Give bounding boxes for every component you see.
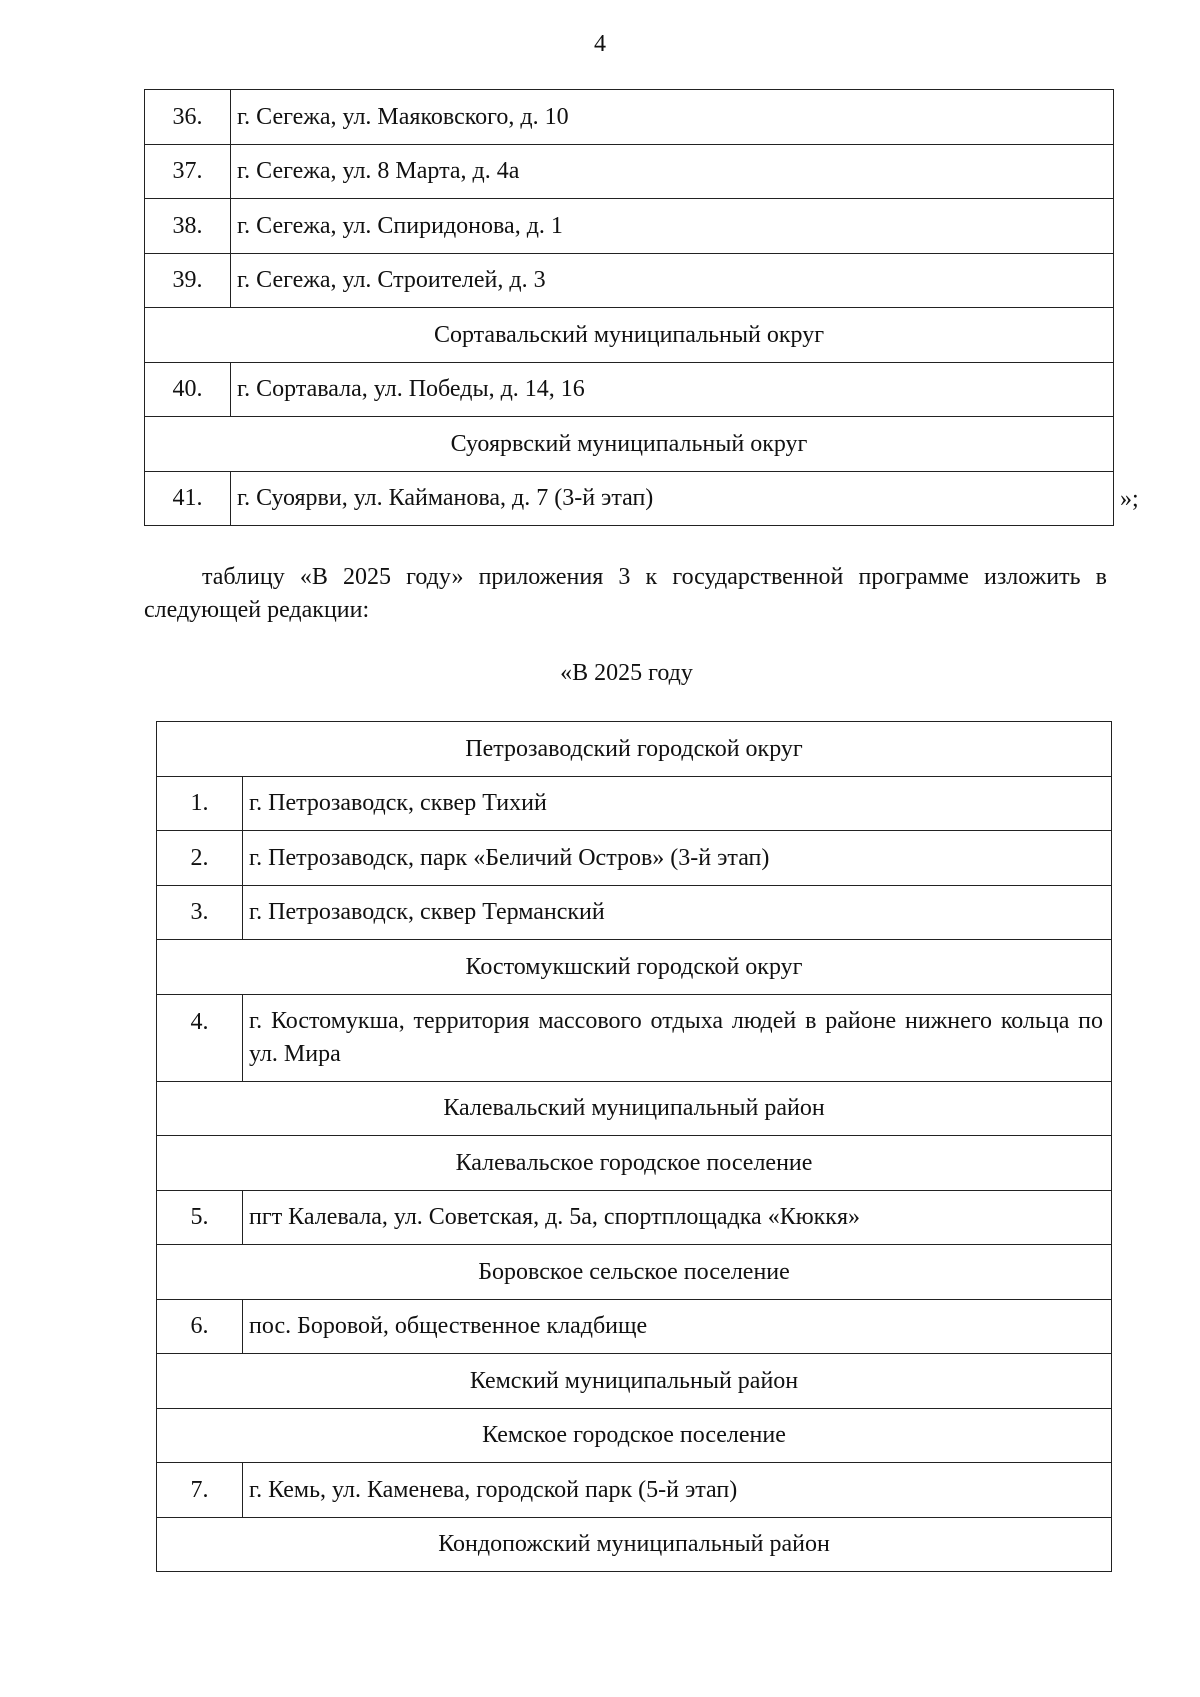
section-row bbox=[157, 940, 1112, 995]
row-address: г. Сегежа, ул. Маяковского, д. 10 bbox=[231, 90, 1114, 145]
row-number: 41. bbox=[145, 471, 231, 526]
section-heading: Суоярвский муниципальный округ bbox=[145, 417, 1114, 472]
row-address: г. Костомукша, территория массового отдыха людей в районе нижнего кольца по ул. Мира bbox=[243, 994, 1112, 1081]
row-number: 40. bbox=[145, 362, 231, 417]
table-row bbox=[157, 885, 1112, 940]
row-address: г. Сегежа, ул. Строителей, д. 3 bbox=[231, 253, 1114, 308]
table-row bbox=[145, 362, 1114, 417]
row-address: г. Петрозаводск, парк «Беличий Остров» (3-й этап) bbox=[243, 831, 1112, 886]
table-row bbox=[145, 471, 1114, 526]
section-heading: Петрозаводский городской округ bbox=[157, 722, 1112, 777]
table-heading: «В 2025 году bbox=[560, 660, 693, 686]
row-address: г. Кемь, ул. Каменева, городской парк (5-й этап) bbox=[243, 1463, 1112, 1518]
closing-quote-mark: »; bbox=[1120, 486, 1139, 512]
section-row bbox=[157, 1517, 1112, 1572]
row-address: г. Петрозаводск, сквер Терманский bbox=[243, 885, 1112, 940]
row-address: г. Сортавала, ул. Победы, д. 14, 16 bbox=[231, 362, 1114, 417]
row-number: 4. bbox=[157, 994, 243, 1081]
section-heading: Кемское городское поселение bbox=[157, 1408, 1112, 1463]
table-row bbox=[157, 1463, 1112, 1518]
row-number: 2. bbox=[157, 831, 243, 886]
row-number: 38. bbox=[145, 199, 231, 254]
section-heading: Калевальский муниципальный район bbox=[157, 1081, 1112, 1136]
row-number: 1. bbox=[157, 776, 243, 831]
section-heading: Боровское сельское поселение bbox=[157, 1245, 1112, 1300]
section-row bbox=[157, 1245, 1112, 1300]
row-address: г. Сегежа, ул. Спиридонова, д. 1 bbox=[231, 199, 1114, 254]
table-row bbox=[145, 199, 1114, 254]
section-row bbox=[145, 308, 1114, 363]
table-row bbox=[157, 1190, 1112, 1245]
section-heading: Кемский муниципальный район bbox=[157, 1354, 1112, 1409]
section-row bbox=[157, 1136, 1112, 1191]
section-heading: Кондопожский муниципальный район bbox=[157, 1517, 1112, 1572]
row-number: 39. bbox=[145, 253, 231, 308]
section-row bbox=[145, 417, 1114, 472]
addresses-table-continued bbox=[144, 89, 1114, 526]
row-address: г. Суоярви, ул. Кайманова, д. 7 (3-й этап) bbox=[231, 471, 1114, 526]
section-row bbox=[157, 1408, 1112, 1463]
section-heading: Калевальское городское поселение bbox=[157, 1136, 1112, 1191]
table-row bbox=[157, 1299, 1112, 1354]
row-number: 7. bbox=[157, 1463, 243, 1518]
table-row bbox=[145, 144, 1114, 199]
table-row bbox=[145, 90, 1114, 145]
row-number: 3. bbox=[157, 885, 243, 940]
table-row bbox=[157, 831, 1112, 886]
row-address: пос. Боровой, общественное кладбище bbox=[243, 1299, 1112, 1354]
section-row bbox=[157, 722, 1112, 777]
addresses-table-2025 bbox=[156, 721, 1112, 1572]
row-number: 37. bbox=[145, 144, 231, 199]
page-number: 4 bbox=[594, 31, 606, 57]
section-row bbox=[157, 1354, 1112, 1409]
row-number: 5. bbox=[157, 1190, 243, 1245]
row-address: г. Сегежа, ул. 8 Марта, д. 4а bbox=[231, 144, 1114, 199]
section-heading: Сортавальский муниципальный округ bbox=[145, 308, 1114, 363]
row-address: пгт Калевала, ул. Советская, д. 5а, спортплощадка «Кюккя» bbox=[243, 1190, 1112, 1245]
section-row bbox=[157, 1081, 1112, 1136]
section-heading: Костомукшский городской округ bbox=[157, 940, 1112, 995]
row-number: 6. bbox=[157, 1299, 243, 1354]
table-row bbox=[157, 994, 1112, 1081]
row-address: г. Петрозаводск, сквер Тихий bbox=[243, 776, 1112, 831]
intro-paragraph: таблицу «В 2025 году» приложения 3 к государственной программе изложить в следующей редакции: bbox=[144, 564, 1107, 623]
row-number: 36. bbox=[145, 90, 231, 145]
table-row bbox=[145, 253, 1114, 308]
table-row bbox=[157, 776, 1112, 831]
